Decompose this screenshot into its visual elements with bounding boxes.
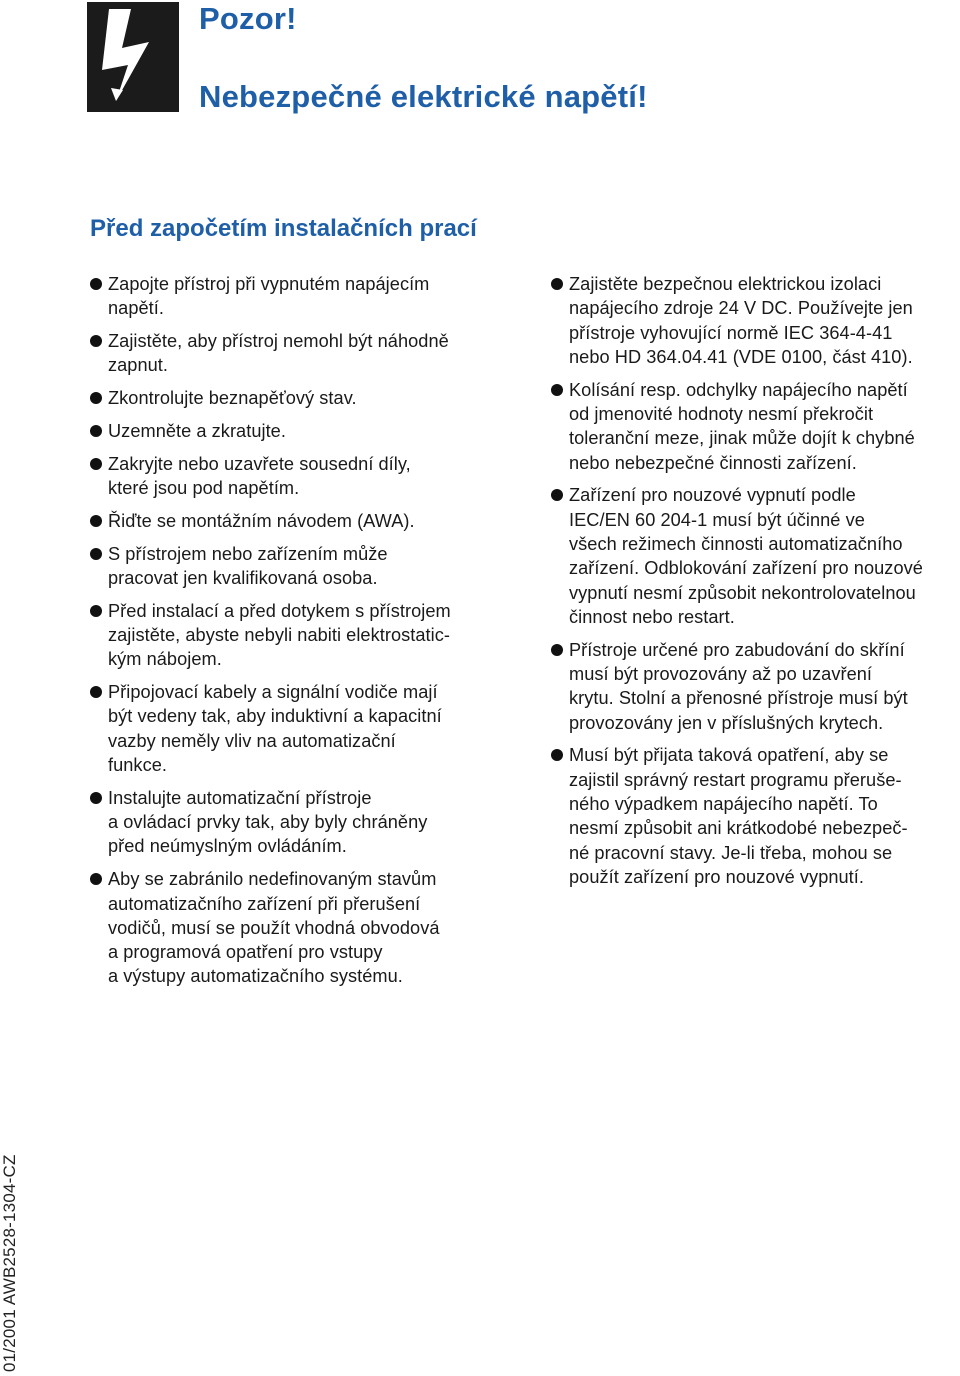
list-item-line: všech režimech činnosti automatizačního <box>569 533 903 554</box>
bullet-icon <box>90 605 102 617</box>
list-item-line: Zkontrolujte beznapěťový stav. <box>108 388 357 409</box>
list-item-line: S přístrojem nebo zařízením může <box>108 543 388 564</box>
list-item-line: před neúmyslným ovládáním. <box>108 836 347 857</box>
list-item <box>551 378 956 475</box>
list-item-line: vypnutí nesmí způsobit nekontrolovatelnou <box>569 582 916 603</box>
list-item-line: né pracovní stavy. Je-li třeba, mohou se <box>569 842 893 863</box>
list-item-line: Zajistěte bezpečnou elektrickou izolaci <box>569 274 882 294</box>
section-heading: Před započetím instalačních prací <box>90 215 477 242</box>
list-item <box>90 386 510 410</box>
bullet-icon <box>551 278 563 290</box>
list-item-line: Zapojte přístroj při vypnutém napájecím <box>108 274 430 294</box>
warning-subtitle: Nebezpečné elektrické napětí! <box>199 79 648 114</box>
list-item <box>90 272 510 321</box>
list-item-line: automatizačního zařízení při přerušení <box>108 893 421 914</box>
list-item-line: od jmenovité hodnoty nesmí překročit <box>569 403 874 424</box>
list-item-line: provozovány jen v příslušných krytech. <box>569 712 884 733</box>
list-item-line: ného výpadkem napájecího napětí. To <box>569 793 878 814</box>
bullet-icon <box>90 873 102 885</box>
list-item-line: funkce. <box>108 755 167 776</box>
list-item <box>551 272 956 369</box>
list-item <box>90 452 510 501</box>
list-item-line: Instalujte automatizační přístroje <box>108 787 372 808</box>
list-item-line: činnost nebo restart. <box>569 606 735 627</box>
list-item-line: které jsou pod napětím. <box>108 478 300 499</box>
list-item-line: nesmí způsobit ani krátkodobé nebezpeč- <box>569 818 908 839</box>
list-item <box>90 786 510 859</box>
list-item <box>90 867 510 988</box>
list-item-line: Zajistěte, aby přístroj nemohl být náhodně <box>108 331 449 352</box>
list-item-line: toleranční meze, jinak může dojít k chybné <box>569 428 915 449</box>
lightning-bolt-icon <box>87 2 179 112</box>
left-instruction-list <box>90 272 510 997</box>
list-item-line: přístroje vyhovující normě IEC 364-4-41 <box>569 322 893 343</box>
list-item-line: nebo HD 364.04.41 (VDE 0100, část 410). <box>569 346 913 367</box>
bullet-icon <box>90 686 102 698</box>
list-item <box>551 743 956 889</box>
list-item-line: Řiďte se montážním návodem (AWA). <box>108 510 415 531</box>
list-item-line: pracovat jen kvalifikovaná osoba. <box>108 567 378 588</box>
list-item <box>551 638 956 735</box>
right-instruction-list <box>551 272 956 898</box>
list-item-line: a výstupy automatizačního systému. <box>108 966 403 987</box>
list-item-line: napětí. <box>108 298 164 319</box>
document-code: 01/2001 AWB2528-1304-CZ <box>0 1154 19 1372</box>
warning-title: Pozor! <box>199 1 297 36</box>
list-item <box>90 419 510 443</box>
bullet-icon <box>90 425 102 437</box>
list-item <box>90 542 510 591</box>
list-item <box>90 329 510 378</box>
bullet-icon <box>90 335 102 347</box>
list-item <box>90 680 510 777</box>
bullet-icon <box>90 458 102 470</box>
bullet-icon <box>551 489 563 501</box>
bullet-icon <box>90 515 102 527</box>
bullet-icon <box>90 548 102 560</box>
list-item-line: a ovládací prvky tak, aby byly chráněny <box>108 812 428 833</box>
list-item-line: IEC/EN 60 204-1 musí být účinné ve <box>569 509 865 530</box>
list-item-line: Před instalací a před dotykem s přístrojem <box>108 600 451 621</box>
list-item-line: zařízení. Odblokování zařízení pro nouzové <box>569 558 923 579</box>
bullet-icon <box>551 644 563 656</box>
warning-icon-box <box>87 2 179 112</box>
list-item <box>551 483 956 629</box>
list-item <box>90 509 510 533</box>
list-item <box>90 599 510 672</box>
bullet-icon <box>551 749 563 761</box>
bullet-icon <box>551 384 563 396</box>
list-item-line: Kolísání resp. odchylky napájecího napětí <box>569 379 908 400</box>
list-item-line: zajistěte, abyste nebyli nabiti elektrostatic- <box>108 625 450 646</box>
list-item-line: krytu. Stolní a přenosné přístroje musí být <box>569 688 908 709</box>
list-item-line: kým nábojem. <box>108 649 222 670</box>
list-item-line: použít zařízení pro nouzové vypnutí. <box>569 866 864 887</box>
bullet-icon <box>90 392 102 404</box>
list-item-line: Aby se zabránilo nedefinovaným stavům <box>108 869 437 890</box>
list-item-line: Zařízení pro nouzové vypnutí podle <box>569 485 856 506</box>
list-item-line: musí být provozovány až po uzavření <box>569 663 873 684</box>
list-item-line: Uzemněte a zkratujte. <box>108 420 286 441</box>
list-item-line: zapnut. <box>108 355 169 376</box>
list-item-line: Musí být přijata taková opatření, aby se <box>569 745 889 766</box>
list-item-line: nebo nebezpečné činnosti zařízení. <box>569 452 857 473</box>
list-item-line: Zakryjte nebo uzavřete sousední díly, <box>108 453 411 474</box>
list-item-line: vazby neměly vliv na automatizační <box>108 730 396 751</box>
bullet-icon <box>90 278 102 290</box>
list-item-line: napájecího zdroje 24 V DC. Používejte jen <box>569 298 913 319</box>
list-item-line: Připojovací kabely a signální vodiče mají <box>108 682 438 703</box>
list-item-line: zajistil správný restart programu přeruše- <box>569 769 902 790</box>
list-item-line: vodičů, musí se použít vhodná obvodová <box>108 917 440 938</box>
bullet-icon <box>90 792 102 804</box>
list-item-line: být vedeny tak, aby induktivní a kapacitní <box>108 706 442 727</box>
list-item-line: Přístroje určené pro zabudování do skříní <box>569 639 905 660</box>
list-item-line: a programová opatření pro vstupy <box>108 942 383 963</box>
